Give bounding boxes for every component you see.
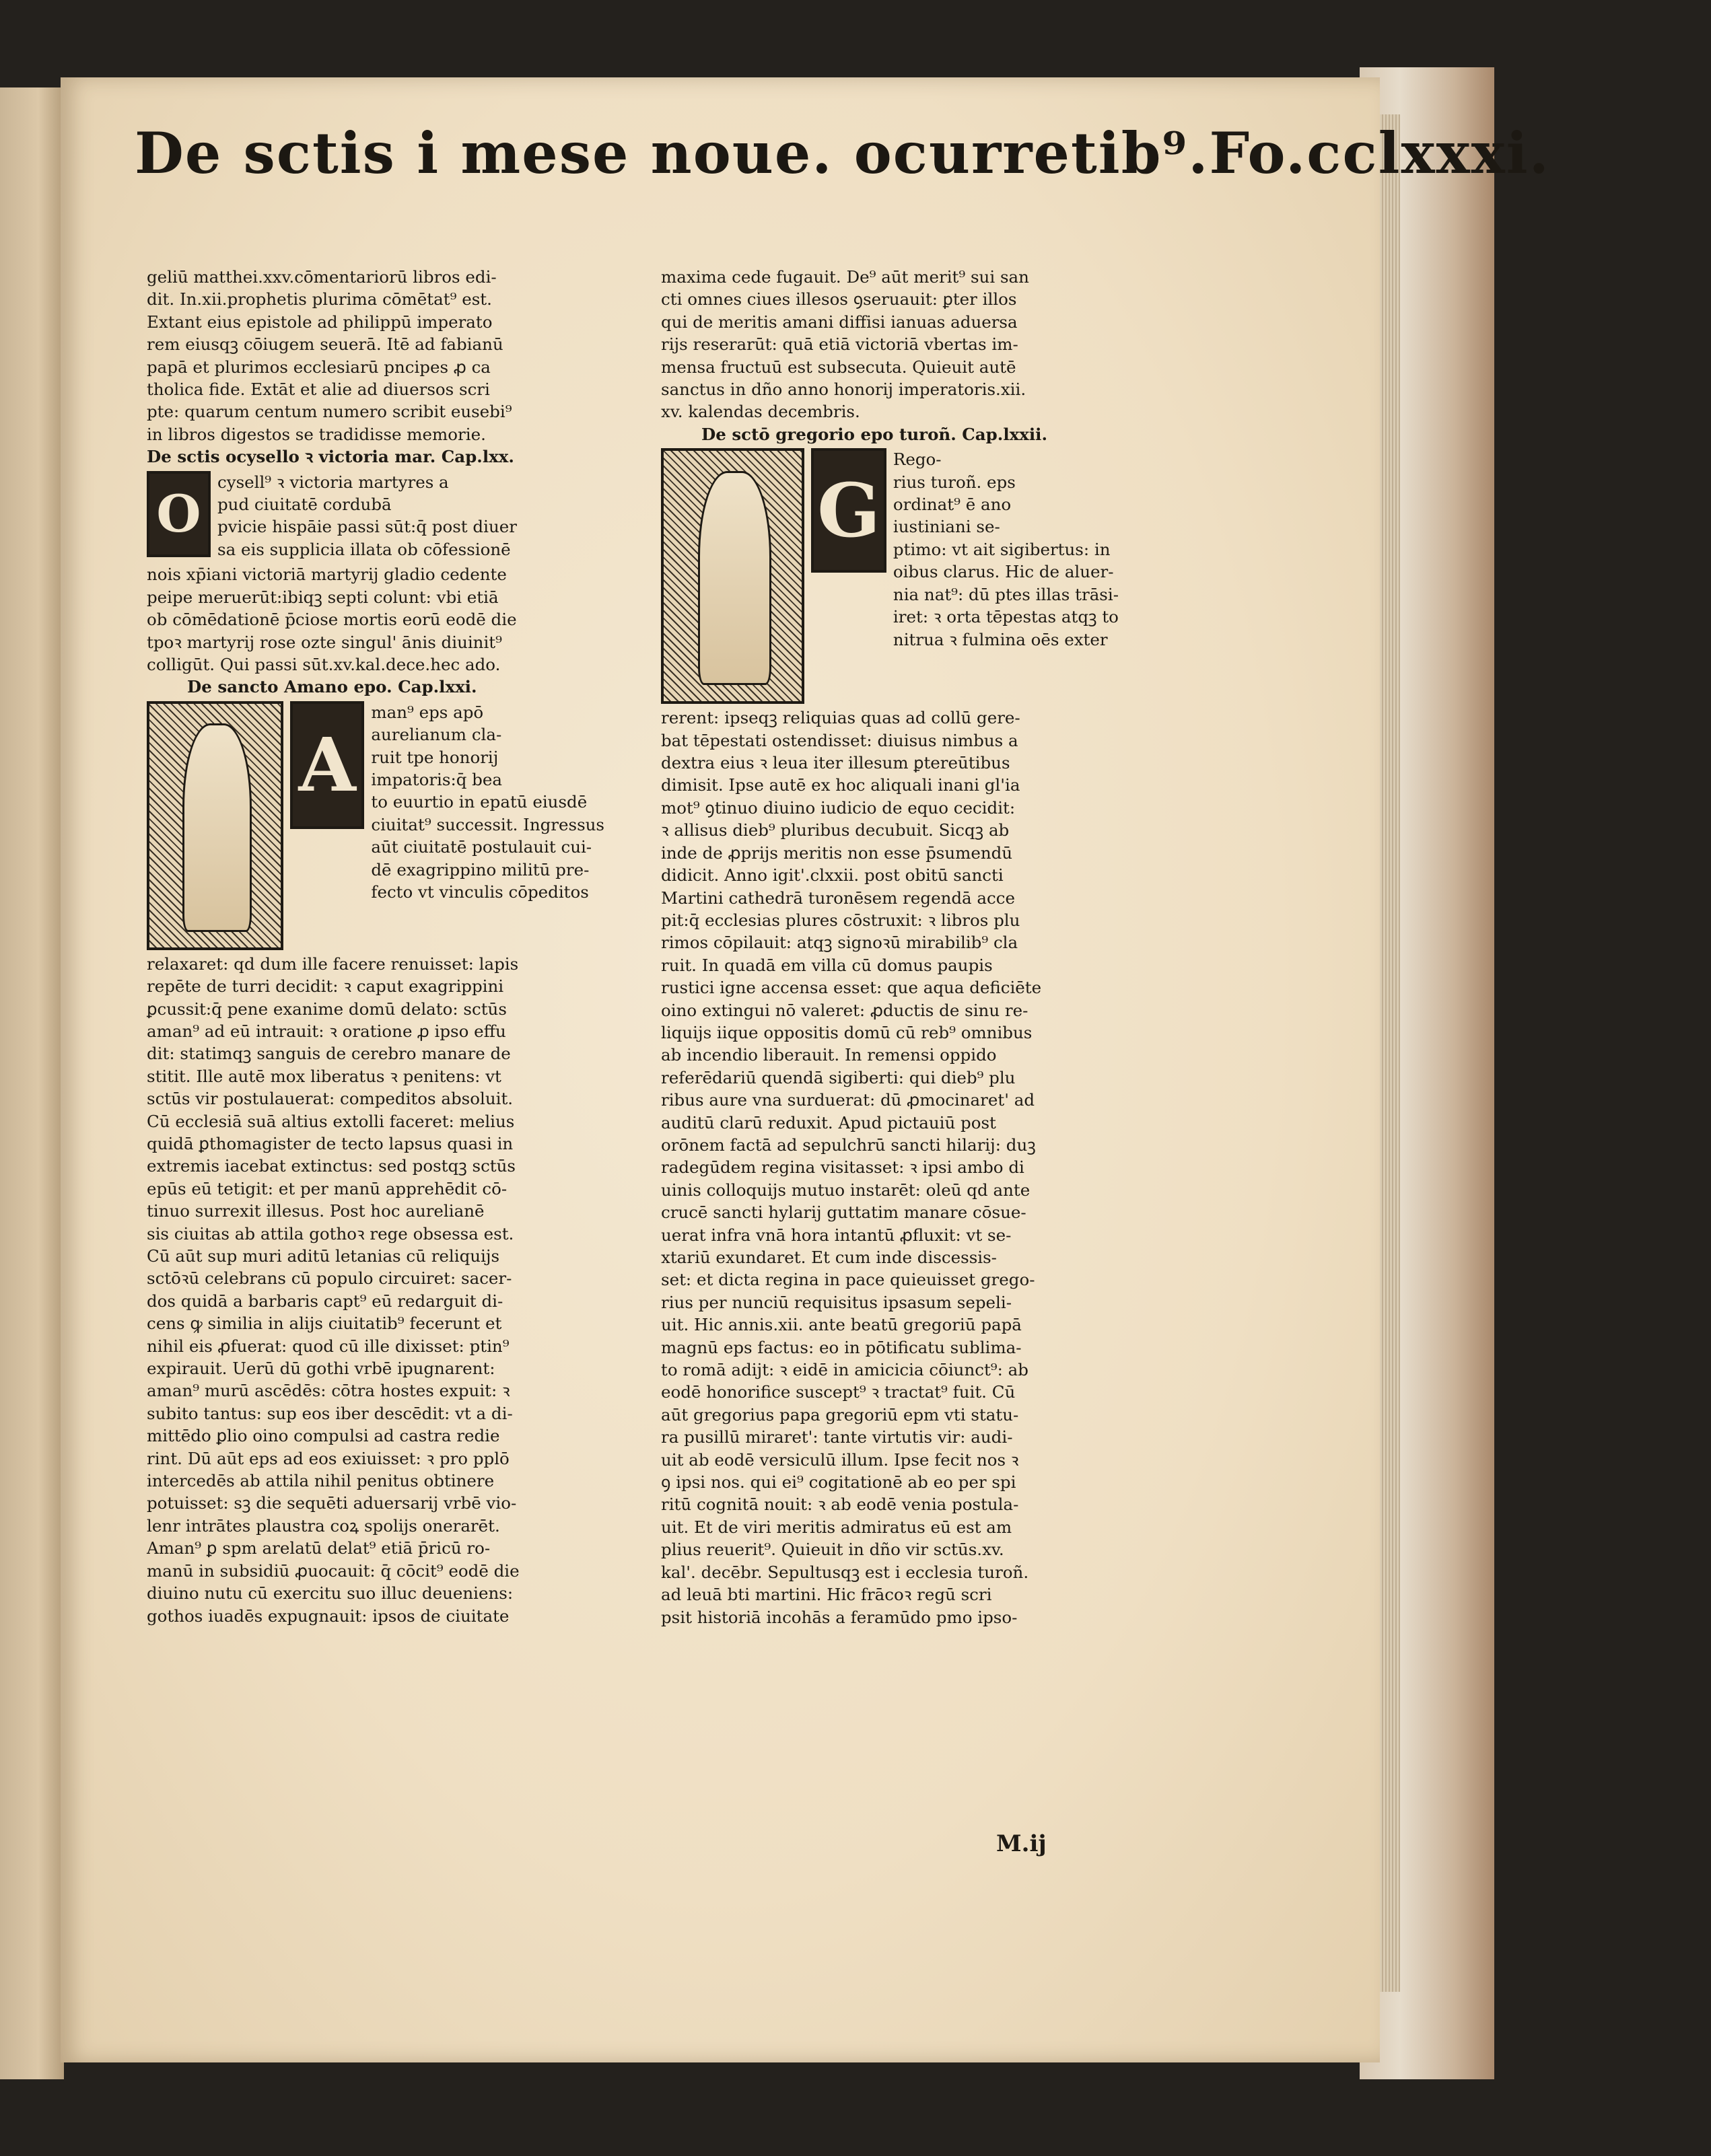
text-line: magnū eps factus: eo in pōtificatu sublima- (661, 1337, 1022, 1357)
left-intro (147, 266, 604, 445)
text-line: rius turoñ. eps (893, 472, 1016, 492)
text-line: uit. Hic annis.xii. ante beatū gregoriū papā (661, 1315, 1022, 1335)
text-line: nihil eis ꝓfuerat: quod cū ille dixisset: ptin⁹ (147, 1336, 510, 1356)
text-line: aurelianum cla- (371, 725, 502, 745)
text-line: sis ciuitas ab attila gothoꝛ rege obsessa est. (147, 1223, 514, 1244)
text-line: liquijs iique oppositis domū cū reb⁹ omnibus (661, 1022, 1033, 1042)
folio-number: Fo.cclxxxi. (1209, 120, 1550, 186)
text-line: plius reuerit⁹. Quieuit in dño vir sctūs.xv. (661, 1540, 1004, 1560)
running-title: De sctis i mese noue. ocurretib⁹. (135, 120, 1210, 186)
text-line: papā et plurimos ecclesiarū pncipes ꝓ ca (147, 357, 491, 377)
text-line: cens ꝙ similia in alijs ciuitatib⁹ fecerunt et (147, 1314, 502, 1334)
chapter-opening (661, 448, 1119, 704)
text-line: to romā adijt: ꝛ eidē in amicicia cōiunct⁹: ab (661, 1360, 1028, 1380)
chapter-rubric: De sctis ocysello ꝛ victoria mar. Cap.lxx. (147, 447, 514, 467)
left-column (147, 266, 604, 1627)
text-line: aūt ciuitatē postulauit cui- (371, 837, 592, 857)
right-column (661, 266, 1119, 1628)
text-line: impatoris:q̄ bea (371, 769, 502, 789)
text-line: tpoꝛ martyrij rose ozte singul' ānis diuinit⁹ (147, 632, 502, 652)
text-line: sctōꝛū celebrans cū populo circuiret: sacer- (147, 1268, 512, 1289)
text-line: crucē sancti hylarij guttatim manare cōsue- (661, 1202, 1026, 1223)
text-line: uinis colloquijs mutuo instarēt: oleū qd ante (661, 1180, 1031, 1200)
text-line: set: et dicta regina in pace quieuisset grego- (661, 1270, 1035, 1290)
text-line: dē exagrippino militū pre- (371, 859, 590, 879)
text-line: auditū clarū reduxit. Apud pictauiū post (661, 1112, 996, 1133)
text-line: Extant eius epistole ad philippū imperato (147, 312, 493, 332)
text-line: dimisit. Ipse autē ex hoc aliquali inani gl'ia (661, 775, 1020, 795)
text-line: psit historiā incohās a feramūdo pmo ipso- (661, 1607, 1018, 1627)
text-line: sa eis supplicia illata ob cōfessionē (217, 539, 511, 559)
text-line: radegūdem regina visitasset: ꝛ ipsi ambo di (661, 1157, 1024, 1178)
text-line: uerat infra vnā hora intantū ꝓfluxit: vt se- (661, 1225, 1012, 1245)
text-line: kal'. decēbr. Sepultusqꝫ est i ecclesia turoñ. (661, 1562, 1029, 1582)
opening-lines (217, 471, 604, 561)
text-line: Cū aūt sup muri aditū letanias cū reliquijs (147, 1246, 500, 1266)
facing-page-edge (0, 87, 64, 2079)
text-line: manū in subsidiū ꝓuocauit: q̄ cōcit⁹ eodē die (147, 1560, 520, 1581)
text-line: ꝑcussit:q̄ pene exanime domū delato: sctūs (147, 999, 507, 1019)
text-line: peipe meruerūt:ibiqꝫ septi colunt: vbi etiā (147, 587, 499, 607)
text-line: to euurtio in epatū eiusdē (371, 792, 588, 812)
text-line: orōnem factā ad sepulchrū sancti hilarij: duꝫ (661, 1135, 1036, 1155)
text-line: diuino nutu cū exercitu suo illuc deueniens: (147, 1583, 514, 1604)
text-line: pvicie hispāie passi sūt:q̄ post diuer (217, 517, 517, 537)
paragraph (661, 707, 1119, 1628)
initial-letter: A (298, 721, 356, 809)
opening-lines (371, 701, 604, 950)
text-line: ribus aure vna surduerat: dū ꝓmocinaret' ad (661, 1090, 1035, 1110)
text-line: potuisset: sꝫ die sequēti aduersarij vrbē vio- (147, 1493, 517, 1513)
text-line: quidā ꝑthomagister de tecto lapsus quasi in (147, 1133, 514, 1153)
running-header (135, 120, 1550, 194)
text-line: rimos cōpilauit: atqꝫ signoꝛū mirabilib⁹ cla (661, 933, 1018, 953)
decorated-initial (147, 471, 211, 557)
text-line: mot⁹ ꝯtinuo diuino iudicio de equo cecidit: (661, 797, 1016, 818)
text-line: in libros digestos se tradidisse memorie. (147, 424, 486, 444)
text-line: mensa fructuū est subsecuta. Quieuit autē (661, 357, 1016, 377)
text-line: ciuitat⁹ successit. Ingressus (371, 814, 604, 834)
text-line: lenr intrātes plaustra coꝝ spolijs onerarēt. (147, 1515, 500, 1536)
text-line: rustici igne accensa esset: que aqua deficiēte (661, 978, 1042, 998)
paragraph (147, 953, 604, 1627)
text-line: rerent: ipseqꝫ reliquias quas ad collū gere- (661, 708, 1020, 728)
text-line: rijs reserarūt: quā etiā victoriā vbertas im- (661, 334, 1018, 355)
text-line: stitit. Ille autē mox liberatus ꝛ penitens: vt (147, 1066, 501, 1086)
text-line: man⁹ eps apō (371, 702, 484, 722)
text-line: epūs eū tetigit: et per manū apprehēdit cō- (147, 1178, 508, 1198)
initial-letter: O (156, 483, 201, 544)
text-line: eodē honorifice suscept⁹ ꝛ tractat⁹ fuit. Cū (661, 1382, 1016, 1402)
chapter-rubric: De sancto Amano epo. Cap.lxxi. (187, 677, 477, 697)
text-line: xtariū exundaret. Et cum inde discessis- (661, 1248, 997, 1267)
text-line: inde de ꝓprijs meritis non esse p̄sumendū (661, 842, 1013, 863)
text-line: referēdariū quendā sigiberti: qui dieb⁹ plu (661, 1067, 1016, 1087)
text-line: nois xp̄iani victoriā martyrij gladio cedente (147, 565, 507, 585)
signature-mark: M.ij (996, 1830, 1047, 1857)
decorated-initial (290, 701, 364, 829)
text-line: mittēdo ꝑlio oino compulsi ad castra redie (147, 1426, 500, 1446)
text-line: uit. Et de viri meritis admiratus eū est am (661, 1517, 1012, 1537)
text-line: geliū matthei.xxv.cōmentariorū libros edi- (147, 267, 497, 287)
text-line: tinuo surrexit illesus. Post hoc aurelianē (147, 1201, 485, 1221)
text-line: subito tantus: sup eos iber descēdit: vt a di- (147, 1403, 513, 1423)
text-line: Rego- (893, 450, 942, 470)
text-line: oino extingui nō valeret: ꝓductis de sinu re- (661, 1000, 1028, 1020)
opening-lines (893, 448, 1119, 704)
text-line: ꝯ ipsi nos. qui ei⁹ cogitationē ab eo per spi (661, 1472, 1016, 1493)
text-line: nitrua ꝛ fulmina oēs exter (893, 629, 1108, 649)
text-line: qui de meritis amani diffisi ianuas aduersa (661, 312, 1018, 332)
woodcut-illustration-bishop (147, 701, 283, 950)
text-line: didicit. Anno igit'.clxxii. post obitū sancti (661, 865, 1004, 886)
right-intro (661, 266, 1119, 423)
text-line: Cū ecclesiā suā altius extolli faceret: melius (147, 1111, 515, 1131)
text-line: ad leuā bti martini. Hic frācoꝛ regū scri (661, 1585, 992, 1605)
text-line: uit ab eodē versiculū illum. Ipse fecit nos ꝛ (661, 1449, 1019, 1470)
text-line: pit:q̄ ecclesias plures cōstruxit: ꝛ libros plu (661, 910, 1020, 930)
text-line: fecto vt vinculis cōpeditos (371, 882, 589, 902)
text-line: colligūt. Qui passi sūt.xv.kal.dece.hec ado. (147, 654, 501, 674)
text-line: bat tēpestati ostendisset: diuisus nimbus a (661, 730, 1018, 750)
text-line: Martini cathedrā turonēsem regendā acce (661, 888, 1015, 908)
text-line: tholica fide. Extāt et alie ad diuersos scri (147, 380, 490, 400)
woodcut-figure (698, 471, 771, 685)
woodcut-figure (182, 723, 252, 932)
paragraph (147, 563, 604, 676)
text-line: pud ciuitatē cordubā (217, 495, 392, 515)
text-line: rius per nunciū requisitus ipsasum sepeli- (661, 1292, 1012, 1312)
text-line: aman⁹ ad eū intrauit: ꝛ oratione ꝓ ipso effu (147, 1021, 506, 1041)
text-line: sanctus in dño anno honorij imperatoris.xii. (661, 380, 1026, 400)
text-line: iret: ꝛ orta tēpestas atqꝫ to (893, 607, 1119, 627)
text-line: pte: quarum centum numero scribit eusebi⁹ (147, 402, 512, 422)
chapter-opening (147, 701, 604, 950)
text-line: aūt gregorius papa gregoriū epm vti statu- (661, 1404, 1019, 1425)
text-line: xv. kalendas decembris. (661, 402, 860, 422)
text-line: maxima cede fugauit. De⁹ aūt merit⁹ sui san (661, 267, 1029, 287)
text-line: aman⁹ murū ascēdēs: cōtra hostes expuit: ꝛ (147, 1381, 510, 1401)
text-line: dit: statimqꝫ sanguis de cerebro manare de (147, 1044, 511, 1064)
text-line: intercedēs ab attila nihil penitus obtinere (147, 1471, 495, 1491)
text-line: dos quidā a barbaris capt⁹ eū redarguit di- (147, 1291, 503, 1311)
text-line: dextra eius ꝛ leua iter illesum ꝑtereūtibus (661, 753, 1010, 773)
text-line: rint. Dū aūt eps ad eos exiuisset: ꝛ pro pplō (147, 1448, 510, 1468)
text-line: ritū cognitā nouit: ꝛ ab eodē venia postula- (661, 1495, 1019, 1515)
text-line: repēte de turri decidit: ꝛ caput exagrippini (147, 976, 504, 997)
text-line: ꝛ allisus dieb⁹ pluribus decubuit. Sicqꝫ ab (661, 820, 1010, 840)
text-line: ruit. In quadā em villa cū domus paupis (661, 955, 993, 975)
text-line: expirauit. Uerū dū gothi vrbē ipugnarent: (147, 1359, 495, 1379)
text-line: ordinat⁹ ē ano (893, 495, 1012, 515)
text-line: nia nat⁹: dū ptes illas trāsi- (893, 584, 1119, 604)
text-line: dit. In.xii.prophetis plurima cōmētat⁹ est. (147, 289, 492, 310)
decorated-initial (811, 448, 886, 573)
text-line: ruit tpe honorij (371, 747, 499, 767)
text-line: ab incendio liberauit. In remensi oppido (661, 1045, 997, 1065)
text-line: cti omnes ciues illesos ꝯseruauit: ꝑter illos (661, 289, 1017, 310)
text-line: rem eiusqꝫ cōiugem seuerā. Itē ad fabianū (147, 334, 503, 355)
text-line: ptimo: vt ait sigibertus: in (893, 539, 1111, 559)
chapter-rubric: De sctō gregorio epo turoñ. Cap.lxxii. (701, 424, 1047, 444)
text-line: Aman⁹ ꝑ spm arelatū delat⁹ etiā p̄ricū ro- (147, 1538, 491, 1558)
text-line: iustiniani se- (893, 517, 1000, 537)
text-line: extremis iacebat extinctus: sed postqꝫ sctūs (147, 1156, 516, 1176)
text-line: ob cōmēdationē p̄ciose mortis eorū eodē die (147, 610, 517, 630)
text-line: sctūs vir postulauerat: compeditos absoluit. (147, 1089, 514, 1109)
woodcut-illustration-saint (661, 448, 804, 704)
text-line: gothos iuadēs expugnauit: ipsos de ciuitate (147, 1606, 510, 1626)
text-line: oibus clarus. Hic de aluer- (893, 562, 1114, 582)
initial-letter: G (817, 467, 881, 554)
text-line: cysell⁹ ꝛ victoria martyres a (217, 472, 449, 492)
text-line: relaxaret: qd dum ille facere renuisset: lapis (147, 954, 519, 974)
chapter-opening (147, 471, 604, 561)
text-line: ra pusillū miraret': tante virtutis vir: audi- (661, 1427, 1013, 1447)
